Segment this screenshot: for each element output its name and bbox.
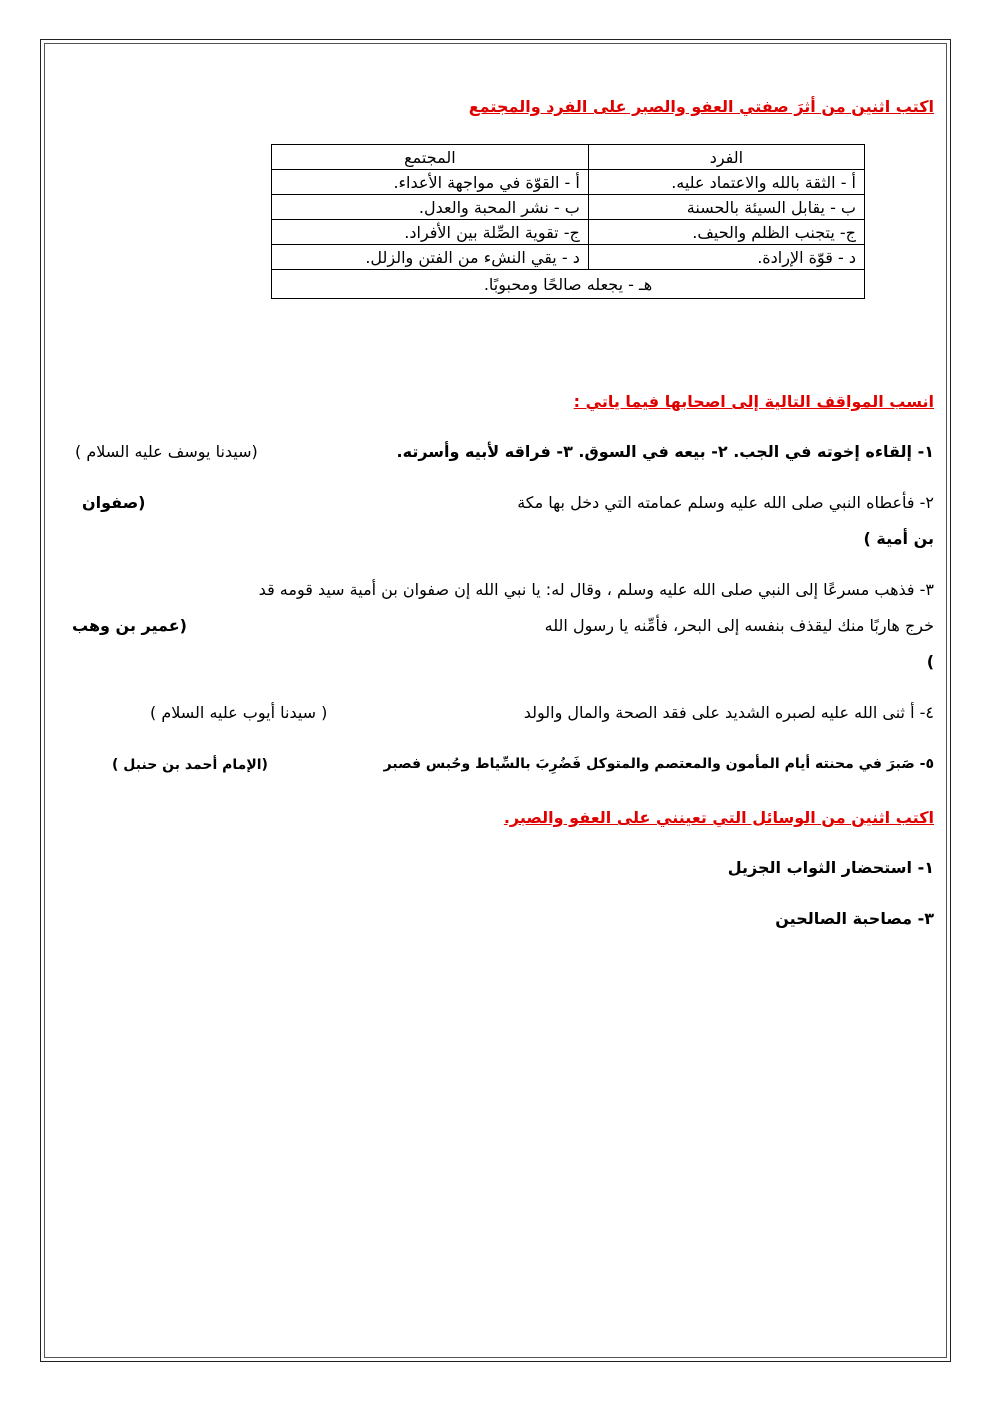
table-header-row bbox=[272, 145, 865, 170]
table-cell: أ - الثقة بالله والاعتماد عليه. bbox=[588, 170, 864, 195]
item2-owner-part2: بن أمية ) bbox=[863, 529, 934, 548]
item3-owner-part2: ) bbox=[926, 652, 934, 671]
table-row bbox=[272, 170, 865, 195]
column-header-individual: الفرد bbox=[588, 145, 864, 170]
item5-owner: (الإمام أحمد بن حنبل ) bbox=[112, 757, 268, 773]
means-item-2: ٣- مصاحبة الصالحين bbox=[775, 909, 934, 928]
table-merged-cell: هـ - يجعله صالحًا ومحبوبًا. bbox=[272, 270, 865, 299]
effects-table bbox=[271, 144, 865, 299]
table-cell: أ - القوّة في مواجهة الأعداء. bbox=[272, 170, 589, 195]
item3-text-line1: ٣- فذهب مسرعًا إلى النبي صلى الله عليه وسلم ، وقال له: يا نبي الله إن صفوان بن أمية سيد قومه قد bbox=[258, 580, 934, 599]
item3-text-line2: خرج هاربًا منك ليقذف بنفسه إلى البحر، فأمِّنه يا رسول الله bbox=[544, 616, 934, 635]
item4-owner: ( سيدنا أيوب عليه السلام ) bbox=[150, 703, 328, 722]
section3-heading: اكتب اثنين من الوسائل التي تعينني على العفو والصبر. bbox=[503, 808, 934, 827]
table-row bbox=[272, 245, 865, 270]
table-cell: ب - يقابل السيئة بالحسنة bbox=[588, 195, 864, 220]
item1-owner: (سيدنا يوسف عليه السلام ) bbox=[75, 442, 258, 461]
means-item-1: ١- استحضار الثواب الجزيل bbox=[727, 858, 934, 877]
item3-owner-part1: (عمير بن وهب bbox=[72, 616, 187, 635]
table-row bbox=[272, 220, 865, 245]
section2-heading: انسب المواقف التالية إلى اصحابها فيما ياتي : bbox=[573, 392, 934, 411]
table-cell: ب - نشر المحبة والعدل. bbox=[272, 195, 589, 220]
item4-text: ٤- أ ثنى الله عليه لصبره الشديد على فقد الصحة والمال والولد bbox=[523, 703, 934, 722]
table-row bbox=[272, 270, 865, 299]
column-header-society: المجتمع bbox=[272, 145, 589, 170]
item5-text: ٥- صَبرَ في محنته أيام المأمون والمعتصم والمتوكل فَضُرِبَ بالسِّياط وحُبس فصبر bbox=[383, 756, 934, 772]
table-cell: د - قوّة الإرادة. bbox=[588, 245, 864, 270]
section1-heading: اكتب اثنين من أثرَ صفتي العفو والصبر على الفرد والمجتمع bbox=[468, 97, 934, 116]
table-cell: ج- يتجنب الظلم والحيف. bbox=[588, 220, 864, 245]
table-row bbox=[272, 195, 865, 220]
item2-text: ٢- فأعطاه النبي صلى الله عليه وسلم عمامته التي دخل بها مكة bbox=[517, 493, 934, 512]
table-cell: ج- تقوية الصِّلة بين الأفراد. bbox=[272, 220, 589, 245]
item1-text: ١- إلقاءه إخوته في الجب. ٢- بيعه في السوق. ٣- فراقه لأبيه وأسرته. bbox=[396, 442, 934, 461]
item2-owner-part1: (صفوان bbox=[82, 493, 146, 512]
table-cell: د - يقي النشء من الفتن والزلل. bbox=[272, 245, 589, 270]
